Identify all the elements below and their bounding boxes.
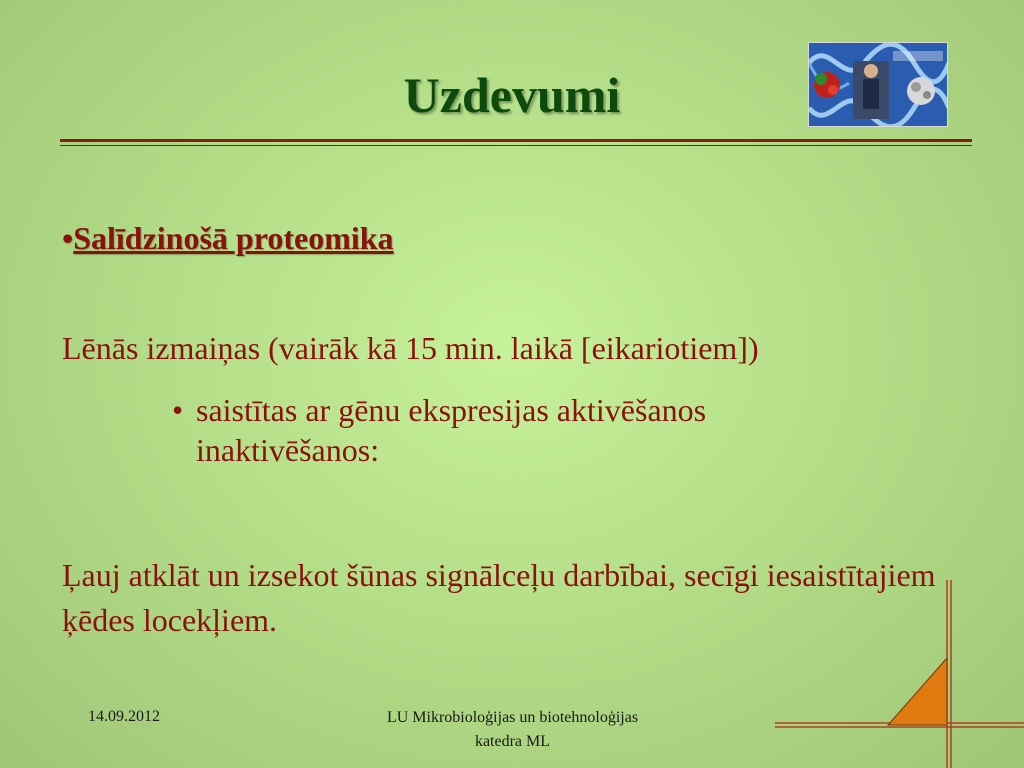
title-divider-thin [60,145,972,146]
heading-text: Salīdzinošā proteomika [73,220,394,256]
bullet-text: saistītas ar gēnu ekspresijas aktivēšanos inaktivēšanos: [196,392,707,468]
slide-title: Uzdevumi [403,67,621,123]
title-divider-thick [60,139,972,142]
paragraph-signaling: Ļauj atklāt un izsekot šūnas signālceļu darbībai, secīgi iesaistītajiem ķēdes locekļiem. [62,557,936,638]
dna-logo-icon [808,42,948,127]
heading-bullet: • [62,220,74,256]
paragraph-slow-changes: Lēnās izmaiņas (vairāk kā 15 min. laikā [eikariotiem]) [62,330,759,366]
footer-date: 14.09.2012 [88,708,160,725]
footer-organization: LU Mikrobioloģijas un biotehnoloģijas katedra ML [386,709,639,750]
orange-triangle-decoration-icon [770,575,1024,768]
bullet-marker: • [172,392,184,428]
section-heading [62,220,394,257]
